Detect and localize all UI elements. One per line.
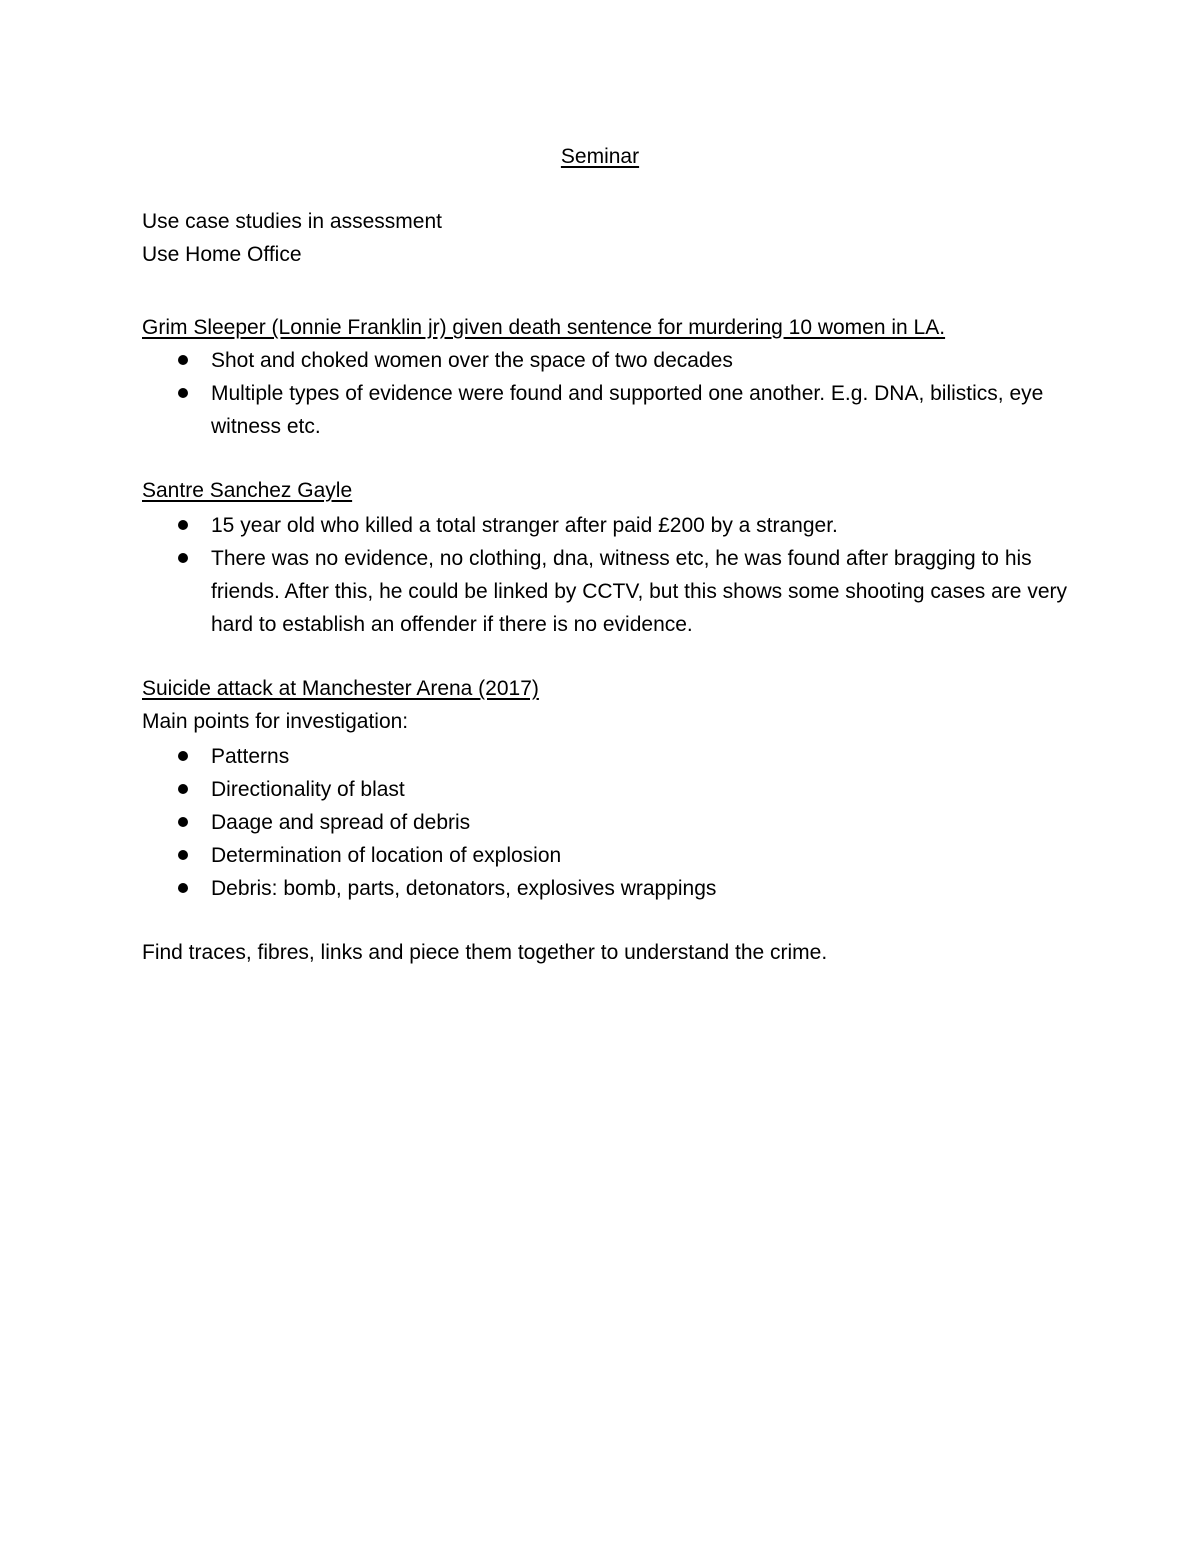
conclusion-text: Find traces, fibres, links and piece them together to understand the crime. xyxy=(142,941,828,964)
section-heading: Grim Sleeper (Lonnie Franklin jr) given death sentence for murdering 10 women in LA. xyxy=(142,316,946,339)
list-item: Debris: bomb, parts, detonators, explosives wrappings xyxy=(211,877,717,900)
list-item: 15 year old who killed a total stranger after paid £200 by a stranger. xyxy=(211,514,838,537)
section-heading: Santre Sanchez Gayle xyxy=(142,479,353,502)
list-item: Directionality of blast xyxy=(211,778,405,801)
list-item: Determination of location of explosion xyxy=(211,844,562,867)
bullet-dot-icon xyxy=(178,388,188,398)
section-subheading: Main points for investigation: xyxy=(142,710,409,733)
bullet-dot-icon xyxy=(178,520,188,530)
bullet-dot-icon xyxy=(178,883,188,893)
list-item: Patterns xyxy=(211,745,290,768)
list-item: Shot and choked women over the space of two decades xyxy=(211,349,733,372)
bullet-dot-icon xyxy=(178,850,188,860)
page-title: Seminar xyxy=(560,145,640,168)
section-heading: Suicide attack at Manchester Arena (2017) xyxy=(142,677,539,700)
bullet-dot-icon xyxy=(178,817,188,827)
list-item: Multiple types of evidence were found and supported one another. E.g. DNA, bilistics, eye witness etc. xyxy=(211,382,1044,438)
list-item: Daage and spread of debris xyxy=(211,811,471,834)
bullet-dot-icon xyxy=(178,553,188,563)
bullet-dot-icon xyxy=(178,784,188,794)
list-item: There was no evidence, no clothing, dna, witness etc, he was found after bragging to his friends. After this, he could be linked by CCTV, but this shows some shooting cases are very hard to establish an offender if there is no evidence. xyxy=(211,547,1067,636)
intro-line: Use case studies in assessment xyxy=(142,210,442,233)
bullet-dot-icon xyxy=(178,355,188,365)
intro-line: Use Home Office xyxy=(142,243,302,266)
bullet-dot-icon xyxy=(178,751,188,761)
